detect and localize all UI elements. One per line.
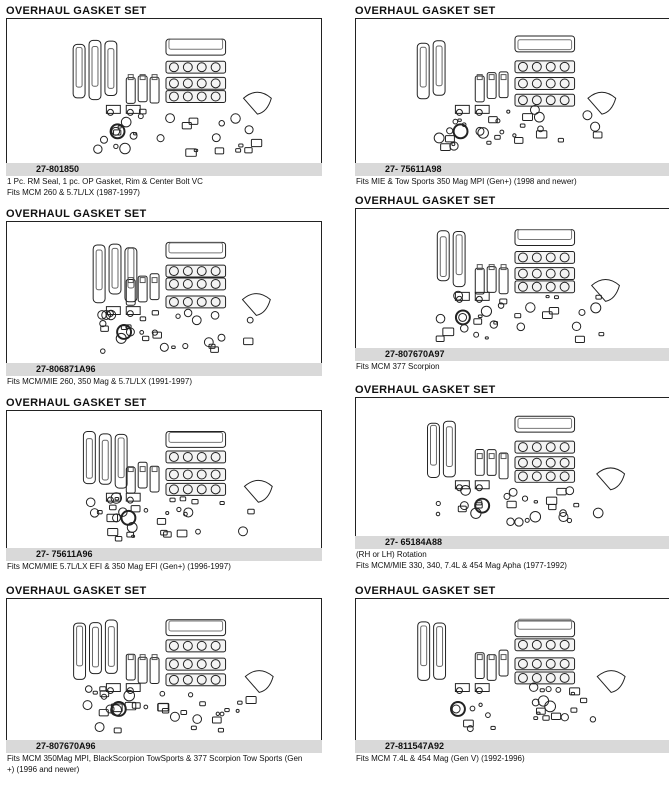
product-item — [6, 4, 322, 198]
product-item — [355, 194, 669, 372]
description-line-1: (RH or LH) Rotation — [356, 550, 427, 559]
gasket-set-image — [356, 19, 669, 163]
description-line-1: Fits MCM/MIE 5.7L/LX EFI & 350 Mag EFI (Gen+) (1996-1997) — [7, 562, 231, 571]
part-number: 27-806871A96 — [6, 363, 322, 376]
description-line-2: Fits MCM/MIE 330, 340, 7.4L & 454 Mag Apha (1977-1992) — [356, 561, 567, 570]
product-item — [355, 584, 669, 764]
product-title: OVERHAUL GASKET SET — [6, 208, 147, 220]
product-title: OVERHAUL GASKET SET — [355, 195, 496, 207]
gasket-set-image — [7, 19, 321, 163]
description-line-1: 1 Pc. RM Seal, 1 pc. OP Gasket, Rim & Center Bolt VC — [7, 177, 203, 186]
product-image-frame — [355, 208, 669, 348]
product-image-frame — [6, 410, 322, 548]
product-image-frame — [355, 18, 669, 163]
product-item — [355, 4, 669, 187]
part-number: 27-807670A96 — [6, 740, 322, 753]
description-line-1: Fits MCM 7.4L & 454 Mag (Gen V) (1992-1996) — [356, 754, 525, 763]
product-image-frame — [6, 18, 322, 163]
description-line-2: +) (1996 and newer) — [7, 765, 80, 774]
gasket-set-image — [356, 398, 669, 536]
description-line-1: Fits MCM/MIE 260, 350 Mag & 5.7L/LX (1991-1997) — [7, 377, 192, 386]
product-image-frame — [355, 598, 669, 740]
product-item — [355, 383, 669, 571]
product-item — [6, 584, 322, 775]
product-item — [6, 396, 322, 572]
product-image-frame — [6, 221, 322, 363]
product-title: OVERHAUL GASKET SET — [355, 585, 496, 597]
gasket-set-image — [7, 599, 321, 740]
part-number: 27-801850 — [6, 163, 322, 176]
description-line-1: Fits MCM 350Mag MPI, BlackScorpion TowSports & 377 Scorpion Tow Sports (Gen — [7, 754, 303, 763]
product-item — [6, 207, 322, 387]
gasket-set-image — [7, 222, 321, 363]
description-line-1: Fits MCM 377 Scorpion — [356, 362, 440, 371]
part-number: 27- 75611A96 — [6, 548, 322, 561]
part-number: 27- 75611A98 — [355, 163, 669, 176]
product-title: OVERHAUL GASKET SET — [355, 384, 496, 396]
product-title: OVERHAUL GASKET SET — [6, 5, 147, 17]
gasket-set-image — [356, 599, 669, 740]
product-title: OVERHAUL GASKET SET — [6, 397, 147, 409]
part-number: 27-807670A97 — [355, 348, 669, 361]
part-number: 27- 65184A88 — [355, 536, 669, 549]
product-title: OVERHAUL GASKET SET — [355, 5, 496, 17]
part-number: 27-811547A92 — [355, 740, 669, 753]
product-title: OVERHAUL GASKET SET — [6, 585, 147, 597]
product-image-frame — [355, 397, 669, 536]
description-line-2: Fits MCM 260 & 5.7L/LX (1987-1997) — [7, 188, 140, 197]
description-line-1: Fits MIE & Tow Sports 350 Mag MPI (Gen+) (1998 and newer) — [356, 177, 577, 186]
product-image-frame — [6, 598, 322, 740]
gasket-set-image — [7, 411, 321, 548]
gasket-set-image — [356, 209, 669, 348]
